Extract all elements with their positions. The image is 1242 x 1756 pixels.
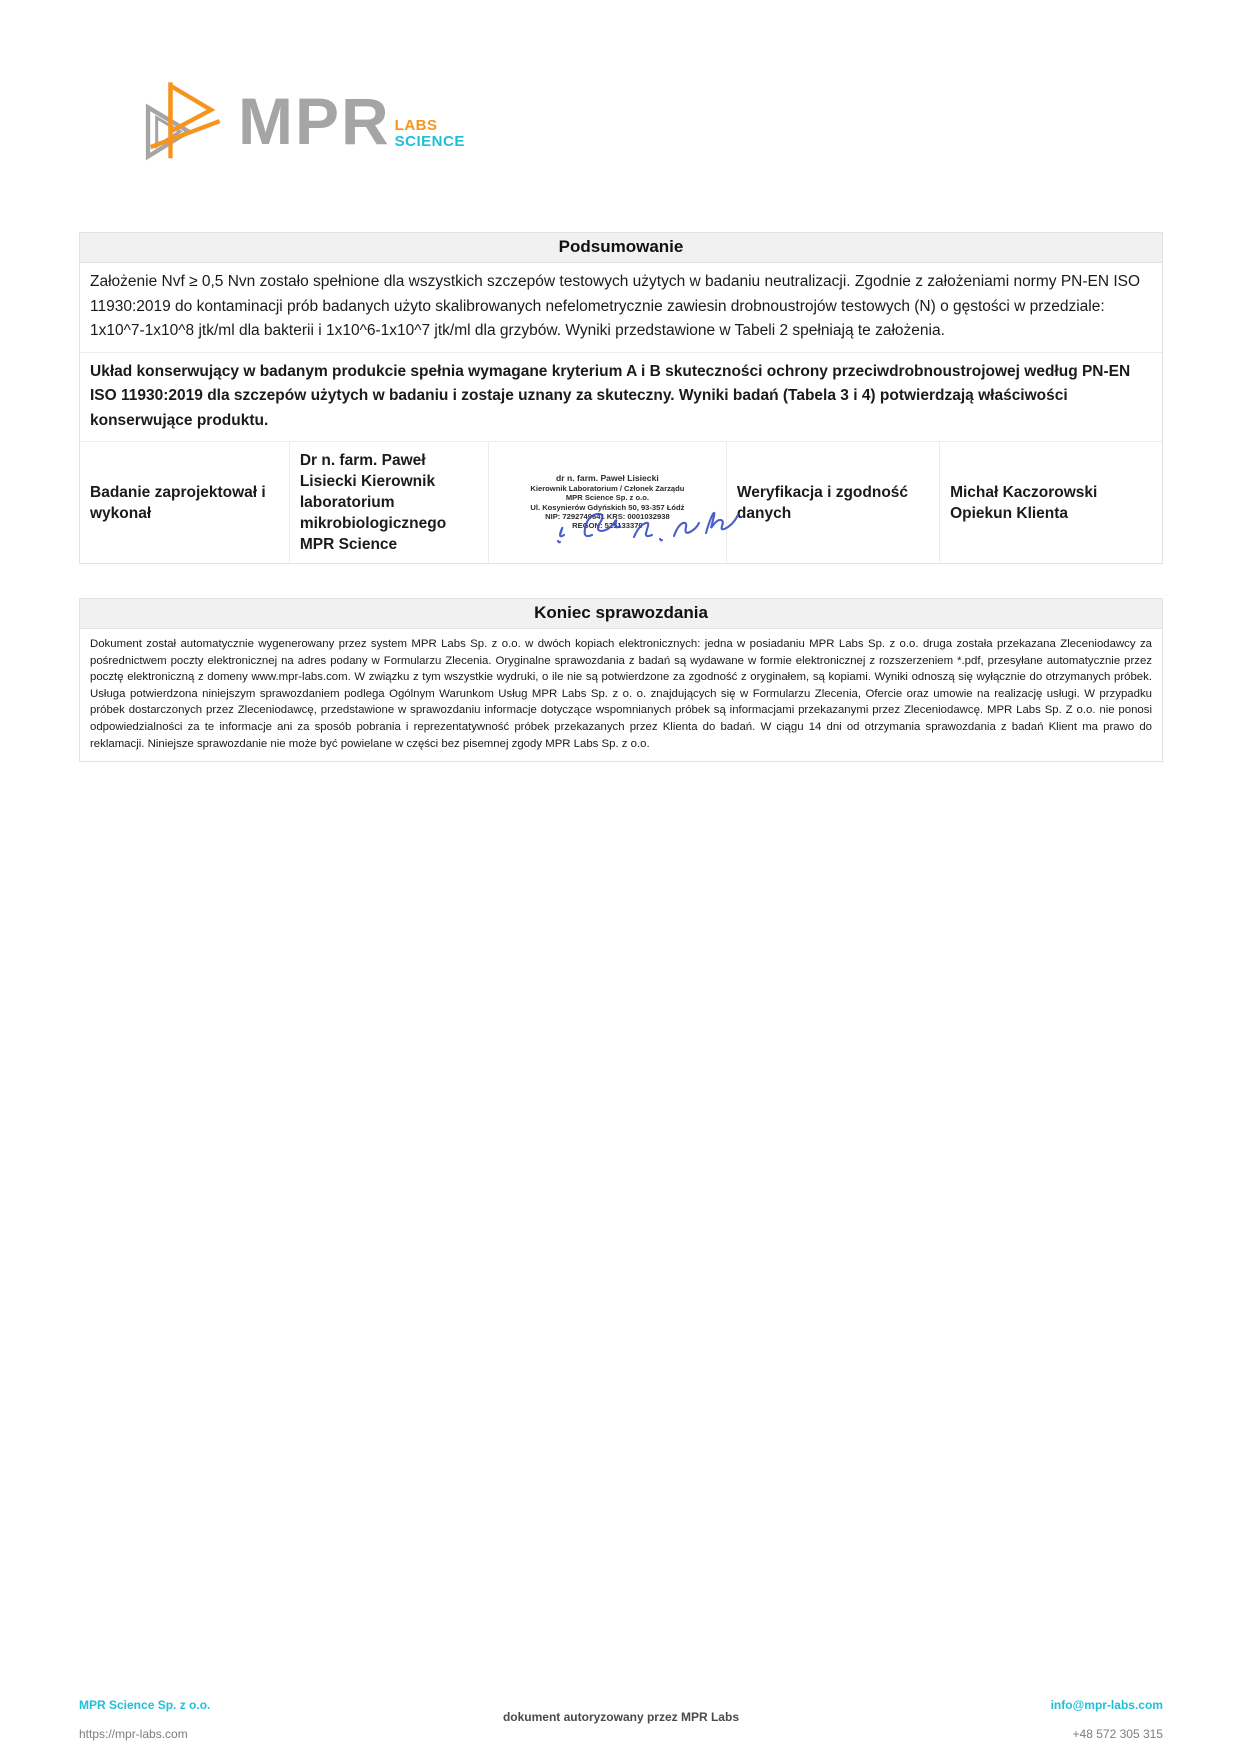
- signature-row: [80, 442, 1162, 563]
- stamp-line: REGON: 525133370: [572, 521, 643, 531]
- stamp-line: MPR Science Sp. z o.o.: [565, 493, 649, 503]
- stamp-line: NIP: 7292749641 KRS: 0001032938: [545, 511, 670, 521]
- end-of-report-section: [79, 598, 1163, 762]
- summary-section: [79, 232, 1163, 564]
- stamp-cell: [488, 442, 726, 563]
- logo-labs-text: LABS: [394, 117, 438, 134]
- designer-name: Dr n. farm. Paweł Lisiecki Kierownik laboratorium mikrobiologicznego MPR Science: [289, 442, 488, 563]
- footer-authorized-text: dokument autoryzowany przez MPR Labs: [502, 1710, 739, 1724]
- logo-science-text: SCIENCE: [394, 133, 465, 150]
- footer-website-link[interactable]: https://mpr-labs.com: [79, 1727, 188, 1741]
- page-spacer: [0, 762, 1242, 1698]
- disclaimer-text: Dokument został automatycznie wygenerowany przez system MPR Labs Sp. z o.o. w dwóch kopiach elektronicznych: jedna w posiadaniu MPR Labs Sp. z o.o. druga została przekazana Zleceniodawcy za pośrednictwem poczty elektronicznej na adres podany w Formularzu Zlecenia. Oryginalne sprawozdania z badań są wydawane w formie elektronicznej z rozszerzeniem *.pdf, przesyłane automatycznie przez pocztę elektroniczną z domeny www.mpr-labs.com. W związku z tym wszystkie wydruki, o ile nie są potwierdzone za zgodność z oryginałem, są kopiami. Wyniki odnoszą się wyłącznie do otrzymanych próbek. Usługa potwierdzona niniejszym sprawozdaniem podlega Ogólnym Warunkom Usług MPR Labs Sp. z o. o. znajdujących się w Formularzu Zlecenia, Ofercie oraz umowie na realizację usługi. W przypadku próbek dostarczonych przez Zleceniodawcę, przedstawione w sprawozdaniu informacje dotyczące wspomnianych próbek są informacjami przekazanymi przez Zleceniodawcę. MPR Labs Sp. Z o.o. nie ponosi odpowiedzialności za te informacje ani za sposób pobrania i reprezentatywność próbek przekazanych przez Klienta do badań. W ciągu 14 dni od otrzymania sprawozdania z badań Klient ma prawo do reklamacji. Niniejsze sprawozdanie nie może być powielane w części bez pisemnej zgody MPR Labs Sp. z o.o.: [90, 638, 1152, 750]
- end-of-report-title: Koniec sprawozdania: [80, 599, 1162, 629]
- lab-stamp: [530, 474, 684, 530]
- summary-title: Podsumowanie: [80, 233, 1162, 263]
- mpr-logo-icon: [142, 74, 224, 164]
- stamp-line: Kierownik Laboratorium / Członek Zarządu: [530, 483, 685, 493]
- stamp-line: Ul. Kosynierów Gdyńskich 50, 93-357 Łódź: [530, 502, 685, 512]
- verification-label: Weryfikacja i zgodność danych: [726, 442, 939, 563]
- summary-paragraph-conclusion: Układ konserwujący w badanym produkcie spełnia wymagane kryterium A i B skuteczności ochrony przeciwdrobnoustrojowej według PN-EN ISO 11930:2019 dla szczepów użytych w badaniu i zostaje uznany za skuteczny. Wyniki badań (Tabela 3 i 4) potwierdzają właściwości konserwujące produktu.: [80, 353, 1162, 443]
- logo: [142, 74, 1242, 162]
- designed-by-label: Badanie zaprojektował i wykonał: [90, 483, 266, 522]
- summary-paragraph-neutralization: Założenie Nvf ≥ 0,5 Nvn zostało spełnione dla wszystkich szczepów testowych użytych w badaniu neutralizacji. Zgodnie z założeniami normy PN-EN ISO 11930:2019 do kontaminacji prób badanych użyto skalibrowanych nefelometrycznie zawiesin drobnoustrojów testowych (N) o gęstości w przedziale: 1x10^7-1x10^8 jtk/ml dla bakterii i 1x10^6-1x10^7 jtk/ml dla grzybów. Wyniki przedstawione w Tabeli 2 spełniają te założenia.: [80, 263, 1162, 353]
- footer-email-link[interactable]: info@mpr-labs.com: [1050, 1698, 1163, 1712]
- footer-company-name: MPR Science Sp. z o.o.: [79, 1698, 211, 1712]
- footer-phone-number: +48 572 305 315: [1072, 1727, 1163, 1741]
- page-footer: [79, 1698, 1163, 1742]
- verifier-name: Michał Kaczorowski Opiekun Klienta: [939, 442, 1162, 563]
- logo-brand-text: MPR: [238, 84, 391, 158]
- stamp-line: dr n. farm. Paweł Lisiecki: [556, 473, 659, 484]
- report-content: [79, 162, 1163, 762]
